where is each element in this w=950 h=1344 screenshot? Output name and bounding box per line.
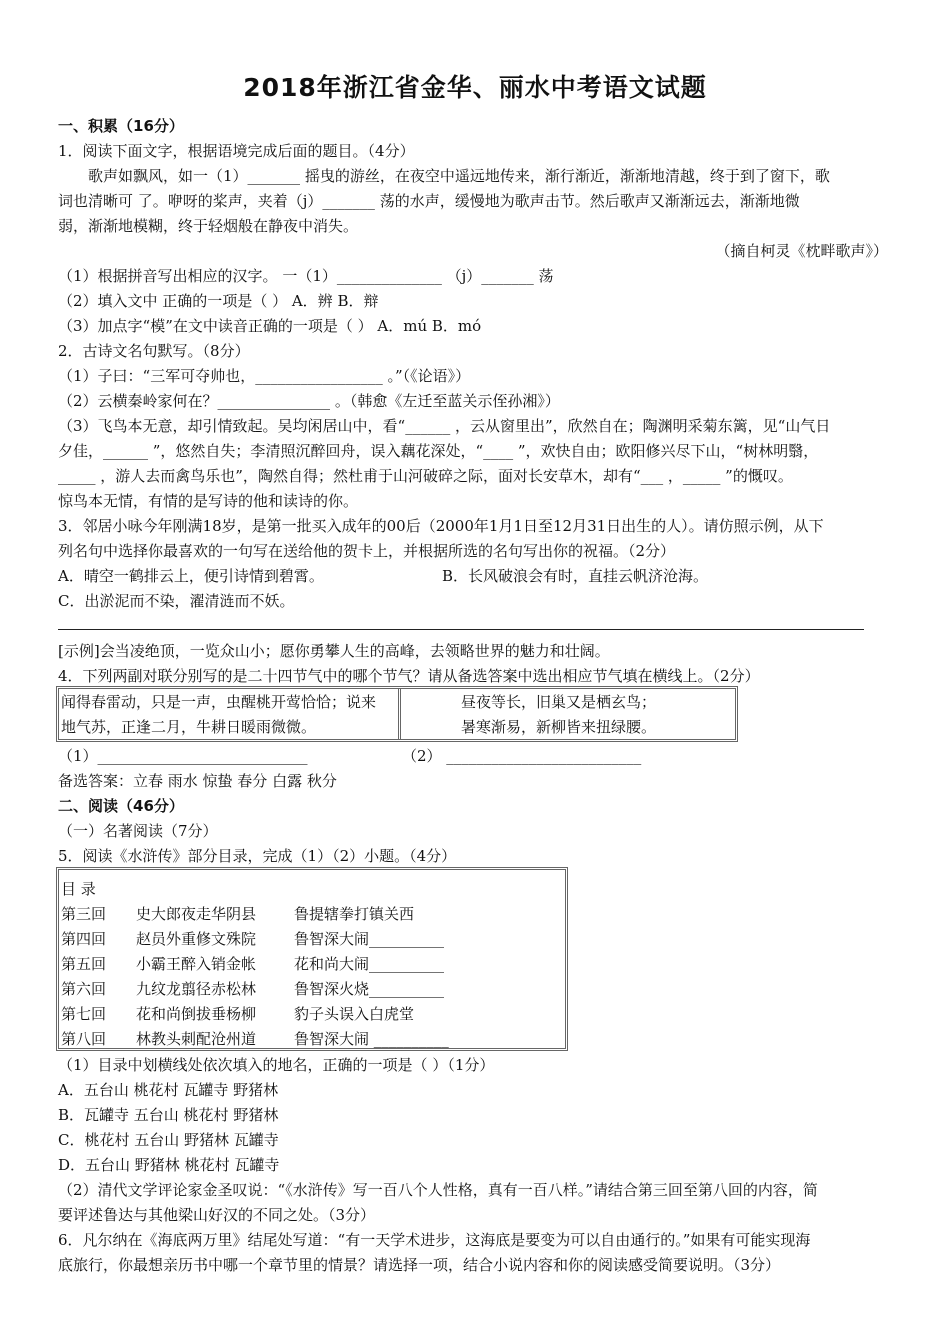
toc-couplet-a: 九纹龙翦径赤松林 [136,980,257,998]
q5-stem: 5．阅读《水浒传》部分目录，完成（1）（2）小题。（4分） [58,847,457,865]
toc-couplet-b: 鲁智深大闹__________ [294,930,445,948]
toc-couplet-b: 鲁提辖拳打镇关西 [294,905,415,923]
couplet-1-line: 闻得春雷动，只是一声，虫醒桃开莺恰恰；说来 [61,693,377,711]
q4-answer-2: （2） __________________________ [402,747,642,765]
toc-couplet-b: 鲁智深火烧__________ [294,980,445,998]
q3-option-c: C．出淤泥而不染，濯清涟而不妖。 [58,592,295,610]
q3-stem: 列名句中选择你最喜欢的一句写在送给他的贺卡上，并根据所选的名句写出你的祝福。（2分） [58,542,676,560]
q5-choice-a: A．五台山 桃花村 瓦罐寺 野猪林 [58,1081,279,1099]
q6-stem: 底旅行，你最想亲历书中哪一个章节里的情景？请选择一项，结合小说内容和你的阅读感受简要说明。（3分） [58,1256,781,1274]
toc-chapter: 第四回 [61,930,107,948]
couplets-divider [398,689,401,739]
q5-choice-b: B．瓦罐寺 五台山 桃花村 野猪林 [58,1106,279,1124]
toc-chapter: 第八回 [61,1030,107,1048]
q5-sub1: （1）目录中划横线处依次填入的地名，正确的一项是（ ）（1分） [58,1056,495,1074]
couplet-2-line: 昼夜等长，旧巢又是栖玄鸟； [461,693,657,711]
q5-sub2: （2）清代文学评论家金圣叹说：“《水浒传》写一百八个人性格，真有一百八样。”请结合第三回至第八回的内容，简 [58,1181,818,1199]
q1-sub1: （1）根据拼音写出相应的汉字。 一（1）______________ （j）_______ 荡 [58,267,554,285]
q1-passage-line: 词也清晰可 了。咿呀的桨声，夹着（j）_______ 荡的水声，缓慢地为歌声击节。然后歌声又渐渐远去，渐渐地微 [58,192,800,210]
q1-stem: 1．阅读下面文字，根据语境完成后面的题目。（4分） [58,142,415,160]
q2-line3: 惊鸟本无情，有情的是写诗的他和读诗的你。 [58,492,359,510]
toc-couplet-a: 史大郎夜走华阴县 [136,905,257,923]
q2-line1: （1）子曰：“三军可夺帅也，_________________ 。”（《论语》） [58,367,471,385]
toc-couplet-b: 鲁智深大闹 __________ [294,1030,449,1048]
q5-sub2: 要评述鲁达与其他梁山好汉的不同之处。（3分） [58,1206,376,1224]
couplets-box [56,686,738,742]
toc-title: 目 录 [61,880,96,898]
toc-couplet-a: 小霸王醉入销金帐 [136,955,257,973]
toc-couplet-a: 赵员外重修文殊院 [136,930,257,948]
toc-chapter: 第六回 [61,980,107,998]
q1-source: （摘自柯灵《枕畔歌声》） [715,242,888,260]
toc-chapter: 第三回 [61,905,107,923]
q2-line3: 夕佳，______ ”，悠然自失；李清照沉醉回舟，误入藕花深处，“____ ”，欢快自由；欧阳修兴尽下山，“树林明翳， [58,442,819,460]
toc-couplet-a: 林教头刺配沧州道 [136,1030,257,1048]
couplet-2-line: 暑寒渐易，新柳皆来扭绿腰。 [461,718,657,736]
q4-answer-1: （1）____________________________ [58,747,308,765]
q6-stem: 6．凡尔纳在《海底两万里》结尾处写道：“有一天学术进步，这海底是要变为可以自由通行的。”如果有可能实现海 [58,1231,811,1249]
section-heading-reading: 二、阅读（46分） [58,797,184,815]
couplet-1-line: 地气苏，正逢二月，牛耕日暖雨微微。 [61,718,317,736]
toc-box [56,867,568,1051]
q5-choice-d: D．五台山 野猪林 桃花村 瓦罐寺 [58,1156,280,1174]
q1-passage-line: 歌声如飘风，如一（1）_______ 摇曳的游丝，在夜空中遥远地传来，渐行渐近，渐渐地清越，终于到了窗下，歌 [88,167,830,185]
toc-couplet-b: 豹子头误入白虎堂 [294,1005,415,1023]
section-heading-accumulation: 一、积累（16分） [58,117,184,135]
q2-line2: （2）云横秦岭家何在？_______________ 。（韩愈《左迁至蓝关示侄孙湘》） [58,392,560,410]
q1-sub3: （3）加点字“模”在文中读音正确的一项是（ ） A．mú B．mó [58,317,482,335]
q2-stem: 2．古诗文名句默写。（8分） [58,342,250,360]
toc-couplet-a: 花和尚倒拔垂杨柳 [136,1005,257,1023]
answer-line [58,629,864,630]
q3-option-a: A．晴空一鹤排云上，便引诗情到碧霄。 [58,567,324,585]
q4-options: 备选答案：立春 雨水 惊蛰 春分 白露 秋分 [58,772,337,790]
page-title: 2018年浙江省金华、丽水中考语文试题 [243,73,707,102]
q5-choice-c: C．桃花村 五台山 野猪林 瓦罐寺 [58,1131,279,1149]
q4-stem: 4．下列两副对联分别写的是二十四节气中的哪个节气？请从备选答案中选出相应节气填在横线上。（2分） [58,667,760,685]
q2-line3: _____ ，游人去而禽鸟乐也”，陶然自得；然杜甫于山河破碎之际，面对长安草木，却有“___ ，_____ ”的慨叹。 [58,467,793,485]
subsection-heading: （一）名著阅读（7分） [58,822,218,840]
toc-chapter: 第七回 [61,1005,107,1023]
q1-passage-line: 弱，渐渐地模糊，终于轻烟般在静夜中消失。 [58,217,359,235]
q3-option-b: B．长风破浪会有时，直挂云帆济沧海。 [442,567,709,585]
q2-line3: （3）飞鸟本无意，却引情致起。吴均闲居山中，看“______ ，云从窗里出”，欣然自在；陶渊明采菊东篱，见“山气日 [58,417,831,435]
toc-chapter: 第五回 [61,955,107,973]
q3-example: [示例]会当凌绝顶，一览众山小；愿你勇攀人生的高峰，去领略世界的魅力和壮阔。 [58,642,610,660]
q3-stem: 3．邻居小咏今年刚满18岁，是第一批买入成年的00后（2000年1月1日至12月31日出生的人）。请仿照示例，从下 [58,517,824,535]
q1-sub2: （2）填入文中 正确的一项是（ ） A．辨 B．辩 [58,292,379,310]
toc-couplet-b: 花和尚大闹__________ [294,955,445,973]
